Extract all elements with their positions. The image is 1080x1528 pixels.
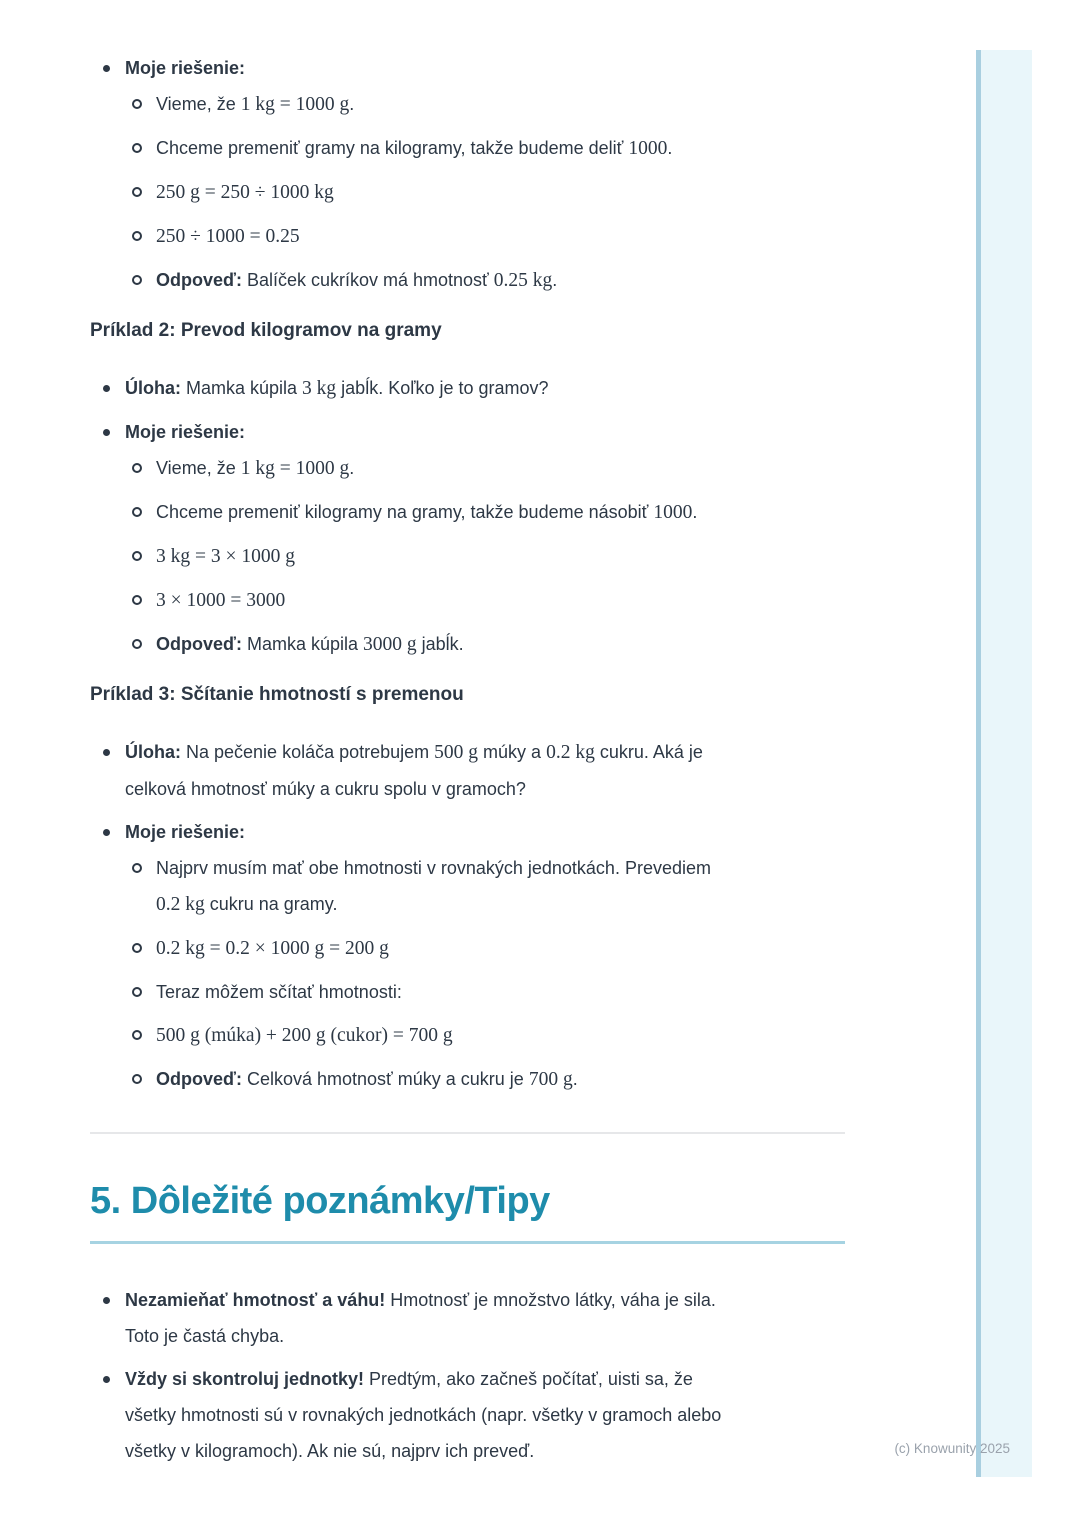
body-text: Chceme premeniť gramy na kilogramy, takže budeme deliť: [156, 138, 629, 158]
list-item: [125, 174, 845, 211]
body-text: všetky hmotnosti sú v rovnakých jednotkách (napr. všetky v gramoch alebo: [125, 1405, 722, 1425]
bullet-list: [90, 734, 845, 1098]
body-text: Hmotnosť je množstvo látky, váha je sila.: [385, 1290, 716, 1310]
bullet-icon: [103, 65, 110, 72]
body-text: Balíček cukríkov má hmotnosť: [241, 270, 494, 290]
circle-bullet-icon: [132, 99, 142, 109]
list-item: [125, 262, 845, 299]
math-expression: 0.25 kg: [493, 270, 553, 291]
section-divider: [90, 1132, 845, 1134]
content-blocks: [90, 42, 845, 1476]
bold-text: Vždy si skontroluj jednotky!: [125, 1369, 365, 1389]
list-item: [125, 1017, 845, 1054]
circle-bullet-icon: [132, 275, 142, 285]
body-text: .: [349, 458, 355, 478]
circle-bullet-icon: [132, 551, 142, 561]
math-expression: 3 × 1000 = 3000: [156, 590, 286, 611]
bullet-list: [90, 370, 845, 663]
list-item-text: [125, 422, 245, 442]
circle-bullet-icon: [132, 595, 142, 605]
list-item: [125, 930, 845, 967]
list-item-text: [156, 458, 354, 478]
body-text: jabĺk.: [416, 634, 464, 654]
bullet-icon: [103, 1297, 110, 1304]
body-text: .: [349, 94, 355, 114]
list-item-text: [156, 546, 295, 566]
body-text: Na pečenie koláča potrebujem: [181, 742, 435, 762]
list-item: [90, 734, 845, 807]
list-item: [125, 582, 845, 619]
math-expression: 0.2 kg: [546, 742, 595, 763]
list-item-text: [156, 590, 285, 610]
math-expression: 0.2 kg: [156, 894, 205, 915]
body-text: cukru na gramy.: [204, 894, 338, 914]
bullet-icon: [103, 749, 110, 756]
list-item: [90, 1361, 845, 1469]
math-expression: 3000 g: [363, 634, 417, 655]
list-item-text: [156, 270, 557, 290]
math-expression: 250 g = 250 ÷ 1000 kg: [156, 182, 334, 203]
list-item-text: [125, 58, 245, 78]
list-item: [125, 974, 845, 1010]
list-item: [90, 814, 845, 1098]
example-heading: Príklad 2: Prevod kilogramov na gramy: [90, 320, 442, 341]
list-item: [125, 1061, 845, 1098]
bold-text: Odpoveď:: [156, 634, 242, 654]
body-text: všetky v kilogramoch). Ak nie sú, najprv ich preveď.: [125, 1441, 535, 1461]
body-text: Vieme, že: [156, 94, 241, 114]
body-text: Mamka kúpila: [181, 378, 303, 398]
body-text: Predtým, ako začneš počítať, uisti sa, že: [364, 1369, 693, 1389]
body-text: Celková hmotnosť múky a cukru je: [241, 1069, 529, 1089]
bold-text: Odpoveď:: [156, 270, 242, 290]
body-text: Chceme premeniť kilogramy na gramy, takže budeme násobiť: [156, 502, 654, 522]
circle-bullet-icon: [132, 463, 142, 473]
circle-bullet-icon: [132, 639, 142, 649]
bold-text: Úloha:: [125, 742, 181, 762]
body-text: cukru. Aká je: [594, 742, 703, 762]
copyright-footer: (c) Knowunity 2025: [894, 1441, 1010, 1456]
list-item: [125, 850, 845, 923]
list-item-text: [125, 1369, 721, 1461]
math-expression: 250 ÷ 1000 = 0.25: [156, 226, 300, 247]
bullet-icon: [103, 829, 110, 836]
list-item: [125, 494, 845, 531]
list-item-text: [156, 982, 402, 1002]
circle-bullet-icon: [132, 987, 142, 997]
list-item: [90, 370, 845, 407]
example-heading: Príklad 3: Sčítanie hmotností s premenou: [90, 684, 464, 705]
list-item: [90, 50, 845, 299]
body-text: jabĺk. Koľko je to gramov?: [336, 378, 549, 398]
body-text: celková hmotnosť múky a cukru spolu v gramoch?: [125, 779, 526, 799]
bullet-list: [90, 1282, 845, 1469]
circle-bullet-icon: [132, 231, 142, 241]
body-text: múky a: [478, 742, 547, 762]
body-text: .: [692, 502, 698, 522]
body-text: .: [552, 270, 558, 290]
section-heading: 5. Dôležité poznámky/Tipy: [90, 1180, 845, 1244]
body-text: .: [572, 1069, 578, 1089]
circle-bullet-icon: [132, 943, 142, 953]
bold-text: Moje riešenie:: [125, 822, 246, 842]
circle-bullet-icon: [132, 1074, 142, 1084]
bullet-icon: [103, 1376, 110, 1383]
math-expression: 500 g: [434, 742, 479, 763]
body-text: Vieme, že: [156, 458, 241, 478]
bold-text: Úloha:: [125, 378, 181, 398]
bullet-list: [90, 50, 845, 299]
list-item: [90, 414, 845, 663]
body-text: Teraz môžem sčítať hmotnosti:: [156, 982, 402, 1002]
bold-text: Moje riešenie:: [125, 58, 246, 78]
body-text: Toto je častá chyba.: [125, 1326, 285, 1346]
list-item-text: [125, 378, 549, 398]
list-item-text: [156, 94, 354, 114]
sub-bullet-list: [125, 450, 845, 663]
math-expression: 500 g (múka) + 200 g (cukor) = 700 g: [156, 1025, 453, 1046]
list-item-text: [125, 742, 703, 799]
circle-bullet-icon: [132, 863, 142, 873]
circle-bullet-icon: [132, 1030, 142, 1040]
body-text: Najprv musím mať obe hmotnosti v rovnakých jednotkách. Prevediem: [156, 858, 711, 878]
list-item-text: [156, 226, 300, 246]
bullet-icon: [103, 385, 110, 392]
body-text: .: [667, 138, 673, 158]
page-edge-stripe: [976, 50, 1032, 1477]
list-item-text: [156, 1069, 578, 1089]
math-expression: 1000: [628, 138, 668, 159]
list-item-text: [156, 138, 672, 158]
bullet-icon: [103, 429, 110, 436]
math-expression: 700 g: [528, 1069, 573, 1090]
list-item-text: [156, 1025, 453, 1045]
list-item: [125, 626, 845, 663]
circle-bullet-icon: [132, 187, 142, 197]
bold-text: Nezamieňať hmotnosť a váhu!: [125, 1290, 386, 1310]
bold-text: Moje riešenie:: [125, 422, 246, 442]
list-item-text: [156, 502, 697, 522]
circle-bullet-icon: [132, 143, 142, 153]
circle-bullet-icon: [132, 507, 142, 517]
math-expression: 3 kg: [302, 378, 337, 399]
list-item: [90, 1282, 845, 1354]
list-item-text: [156, 182, 334, 202]
math-expression: 3 kg = 3 × 1000 g: [156, 546, 295, 567]
math-expression: 1 kg = 1000 g: [240, 94, 350, 115]
list-item-text: [156, 938, 389, 958]
sub-bullet-list: [125, 850, 845, 1098]
list-item: [125, 450, 845, 487]
body-text: Mamka kúpila: [241, 634, 363, 654]
sub-bullet-list: [125, 86, 845, 299]
list-item: [125, 86, 845, 123]
bold-text: Odpoveď:: [156, 1069, 242, 1089]
math-expression: 1 kg = 1000 g: [240, 458, 350, 479]
list-item: [125, 218, 845, 255]
list-item-text: [125, 1290, 716, 1346]
list-item: [125, 538, 845, 575]
list-item-text: [125, 822, 245, 842]
list-item-text: [156, 858, 711, 914]
list-item: [125, 130, 845, 167]
math-expression: 0.2 kg = 0.2 × 1000 g = 200 g: [156, 938, 389, 959]
math-expression: 1000: [653, 502, 693, 523]
list-item-text: [156, 634, 464, 654]
